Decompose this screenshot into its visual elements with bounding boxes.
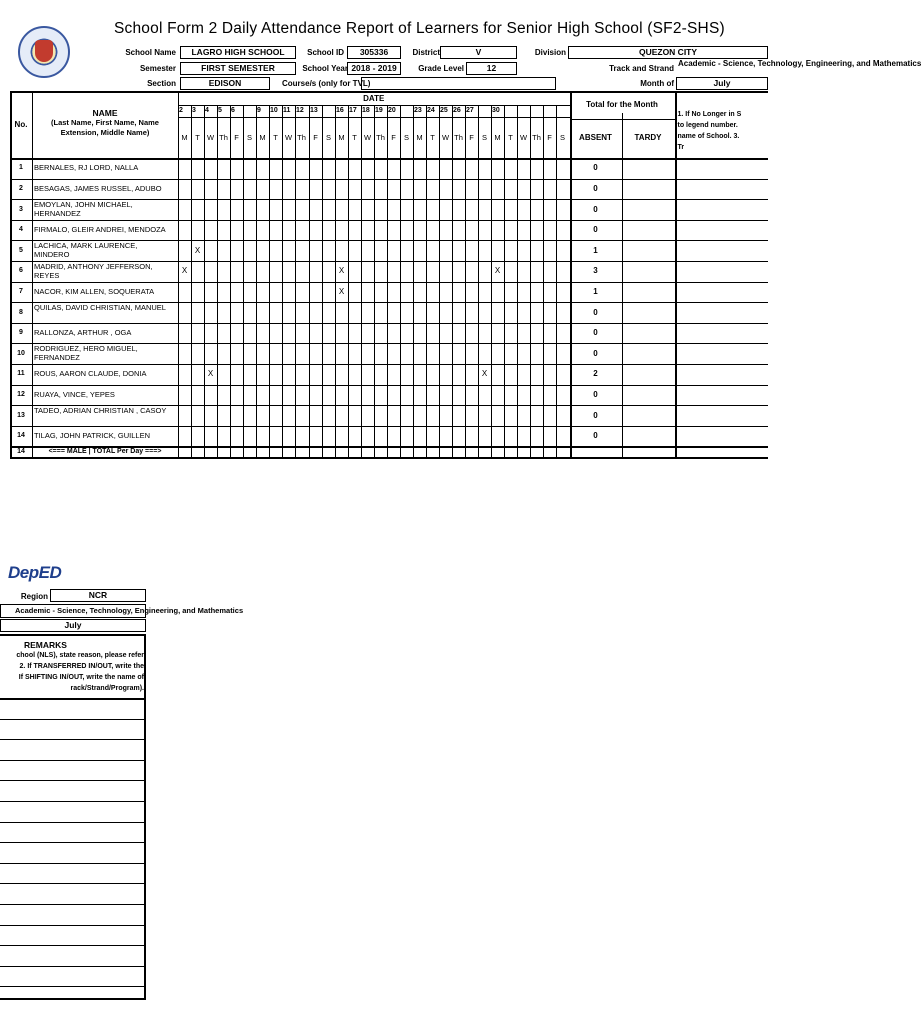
day-number: 10 xyxy=(270,107,278,114)
weekday: W xyxy=(206,133,215,142)
school-name-label: School Name xyxy=(125,48,176,57)
track-field-continued xyxy=(0,604,244,618)
school-name-field[interactable]: LAGRO HIGH SCHOOL xyxy=(180,46,296,59)
learner-name: EMOYLAN, JOHN MICHAEL, HERNANDEZ xyxy=(34,200,133,218)
row-number: 14 xyxy=(17,448,25,455)
weekday: M xyxy=(416,133,423,142)
day-number: 3 xyxy=(192,107,196,114)
month-label: Month of xyxy=(640,79,674,88)
day-number: 20 xyxy=(388,107,396,114)
weekday: Th xyxy=(532,133,541,142)
grid-line xyxy=(10,457,768,459)
weekday: Th xyxy=(454,133,463,142)
remarks-row-line xyxy=(0,925,146,926)
learner-name: LACHICA, MARK LAURENCE, MINDERO xyxy=(34,241,138,259)
grid-line xyxy=(32,91,33,457)
absent-total: 0 xyxy=(593,411,598,420)
total-header: Total for the Month xyxy=(586,100,658,109)
name-header: NAME xyxy=(92,108,118,118)
course-label: Course/s (only for TVL) xyxy=(282,79,371,88)
absence-mark: X xyxy=(481,369,488,378)
day-number: 6 xyxy=(231,107,235,114)
absent-total: 0 xyxy=(593,328,598,337)
remarks-row-line xyxy=(0,986,146,987)
weekday: T xyxy=(195,133,200,142)
row-number: 8 xyxy=(19,309,23,316)
section-field[interactable]: EDISON xyxy=(180,77,270,90)
day-number: 27 xyxy=(466,107,474,114)
row-number: 11 xyxy=(17,370,25,377)
day-number: 24 xyxy=(427,107,435,114)
grid-line xyxy=(10,426,768,427)
day-number: 19 xyxy=(375,107,383,114)
remarks-row-line xyxy=(0,760,146,761)
remarks-row-line xyxy=(0,966,146,967)
grade-level-label: Grade Level xyxy=(418,64,464,73)
district-field[interactable]: V xyxy=(440,46,517,59)
learner-name: TILAG, JOHN PATRICK, GUILLEN xyxy=(34,431,150,440)
learner-name: ROUS, AARON CLAUDE, DONIA xyxy=(34,369,147,378)
day-number: 26 xyxy=(453,107,461,114)
absent-total: 0 xyxy=(593,205,598,214)
learner-name: RUAYA, VINCE, YEPES xyxy=(34,390,115,399)
absent-total: 0 xyxy=(593,431,598,440)
absent-total: 0 xyxy=(593,184,598,193)
day-number: 18 xyxy=(362,107,370,114)
row-number: 3 xyxy=(19,206,23,213)
row-number: 2 xyxy=(19,185,23,192)
weekday: M xyxy=(181,133,188,142)
row-number: 1 xyxy=(19,164,23,171)
remarks-row-line xyxy=(0,739,146,740)
school-id-field[interactable]: 305336 xyxy=(347,46,401,59)
weekday: S xyxy=(246,133,252,142)
learner-name: BESAGAS, JAMES RUSSEL, ADUBO xyxy=(34,184,162,193)
date-header: DATE xyxy=(363,94,385,103)
no-header: No. xyxy=(14,120,28,129)
weekday: W xyxy=(519,133,528,142)
remarks-header-continued: REMARKS xyxy=(24,640,67,650)
grid-line xyxy=(10,385,768,386)
grid-line xyxy=(570,119,675,120)
absent-header: ABSENT xyxy=(579,133,612,142)
form-title: School Form 2 Daily Attendance Report of Learners for Senior High School (SF2-SHS) xyxy=(114,20,725,37)
remarks-row-line xyxy=(0,863,146,864)
absent-total: 1 xyxy=(593,287,598,296)
absent-total: 1 xyxy=(593,246,598,255)
track-label: Track and Strand xyxy=(609,64,674,73)
month-field[interactable]: July xyxy=(676,77,768,90)
total-per-day-label: <=== MALE | TOTAL Per Day ===> xyxy=(48,448,162,455)
weekday: F xyxy=(234,133,239,142)
deped-logo xyxy=(8,563,61,583)
course-field[interactable] xyxy=(361,77,556,90)
weekday: S xyxy=(403,133,409,142)
school-year-field[interactable]: 2018 - 2019 xyxy=(347,62,401,75)
weekday: S xyxy=(559,133,565,142)
learner-name: NACOR, KIM ALLEN, SOQUERATA xyxy=(34,287,155,296)
school-year-label: School Year xyxy=(302,64,348,73)
remarks-row-line xyxy=(0,822,146,823)
absence-mark: X xyxy=(207,369,214,378)
semester-field[interactable]: FIRST SEMESTER xyxy=(180,62,296,75)
absence-mark: X xyxy=(338,287,345,296)
track-field[interactable]: Academic - Science, Technology, Engineering, and Mathematics xyxy=(678,59,921,68)
row-number: 14 xyxy=(17,432,25,439)
day-number: 25 xyxy=(440,107,448,114)
row-number: 12 xyxy=(17,391,25,398)
weekday: T xyxy=(508,133,513,142)
weekday: T xyxy=(430,133,435,142)
grid-line xyxy=(10,323,768,324)
weekday: Th xyxy=(376,133,385,142)
day-number: 17 xyxy=(349,107,357,114)
remarks-row-line xyxy=(0,945,146,946)
weekday: W xyxy=(284,133,293,142)
weekday: F xyxy=(313,133,318,142)
day-number: 11 xyxy=(283,107,291,114)
weekday: F xyxy=(547,133,552,142)
row-number: 6 xyxy=(19,267,23,274)
semester-label: Semester xyxy=(139,64,176,73)
learner-name: TADEO, ADRIAN CHRISTIAN , CASOY xyxy=(34,406,167,415)
row-number: 13 xyxy=(17,412,25,419)
grid-line xyxy=(10,158,768,160)
weekday: S xyxy=(481,133,487,142)
weekday: W xyxy=(363,133,372,142)
weekday: W xyxy=(441,133,450,142)
remarks-row-line xyxy=(0,842,146,843)
region-field[interactable]: NCR xyxy=(50,589,146,602)
absent-total: 0 xyxy=(593,163,598,172)
remarks-row-line xyxy=(0,883,146,884)
absent-total: 0 xyxy=(593,390,598,399)
absence-mark: X xyxy=(194,246,201,255)
learner-name: MADRID, ANTHONY JEFFERSON, REYES xyxy=(34,262,153,280)
weekday: M xyxy=(259,133,266,142)
division-field[interactable]: QUEZON CITY xyxy=(568,46,768,59)
weekday: T xyxy=(273,133,278,142)
day-number: 23 xyxy=(414,107,422,114)
remarks-row-line xyxy=(0,904,146,905)
grid-line xyxy=(10,282,768,283)
row-number: 10 xyxy=(17,350,25,357)
remarks-note: 1. If No Longer in S to legend number. name of School. 3. Tr xyxy=(677,111,742,151)
division-label: Division xyxy=(534,48,566,57)
district-label: District xyxy=(412,48,440,57)
deped-logo-text: DepED xyxy=(8,563,62,582)
grid-line xyxy=(10,179,768,180)
weekday: Th xyxy=(219,133,228,142)
remarks-row-line xyxy=(0,801,146,802)
name-subheader: (Last Name, First Name, Name Extension, Middle Name) xyxy=(51,118,159,137)
track-field-continued-text: Academic - Science, Technology, Engineering, and Mathematics xyxy=(15,606,244,615)
remarks-row-line xyxy=(0,719,146,720)
day-number: 13 xyxy=(310,107,318,114)
day-number: 9 xyxy=(257,107,261,114)
remarks-row-line xyxy=(0,698,146,700)
row-number: 9 xyxy=(19,329,23,336)
section-label: Section xyxy=(147,79,176,88)
learner-name: QUILAS, DAVID CHRISTIAN, MANUEL xyxy=(34,303,166,312)
tardy-header: TARDY xyxy=(634,133,662,142)
remarks-row-line xyxy=(0,780,146,781)
weekday: F xyxy=(391,133,396,142)
day-number: 4 xyxy=(205,107,209,114)
learner-name: RODRIGUEZ, HERO MIGUEL, FERNANDEZ xyxy=(34,344,138,362)
remarks-note-continued: chool (NLS), state reason, please refer 2. If TRANSFERRED IN/OUT, write the If SHIFTING IN/OUT, write the name of rack/Strand/Program). xyxy=(16,652,144,692)
grid-line xyxy=(675,91,677,457)
absent-total: 2 xyxy=(593,369,598,378)
grid-line xyxy=(10,91,768,93)
absent-total: 0 xyxy=(593,349,598,358)
learner-name: FIRMALO, GLEIR ANDREI, MENDOZA xyxy=(34,225,166,234)
deped-seal-logo xyxy=(18,26,70,78)
absent-total: 3 xyxy=(593,266,598,275)
month-field-continued: July xyxy=(0,619,146,632)
grade-level-field[interactable]: 12 xyxy=(466,62,517,75)
absent-total: 0 xyxy=(593,225,598,234)
absence-mark: X xyxy=(494,266,501,275)
day-number: 16 xyxy=(336,107,344,114)
day-number: 5 xyxy=(218,107,222,114)
weekday: S xyxy=(325,133,331,142)
school-id-label: School ID xyxy=(307,48,344,57)
row-number: 7 xyxy=(19,288,23,295)
weekday: Th xyxy=(297,133,306,142)
weekday: F xyxy=(469,133,474,142)
absent-total: 0 xyxy=(593,308,598,317)
weekday: T xyxy=(352,133,357,142)
day-number: 2 xyxy=(179,107,183,114)
row-number: 4 xyxy=(19,226,23,233)
absence-mark: X xyxy=(181,266,188,275)
row-number: 5 xyxy=(19,247,23,254)
absence-mark: X xyxy=(338,266,345,275)
learner-name: RALLONZA, ARTHUR , OGA xyxy=(34,328,132,337)
grid-line xyxy=(10,364,768,365)
day-number: 30 xyxy=(492,107,500,114)
region-label: Region xyxy=(20,592,48,601)
day-number: 12 xyxy=(296,107,304,114)
grid-line xyxy=(10,220,768,221)
learner-name: BERNALES, RJ LORD, NALLA xyxy=(34,163,139,172)
weekday: M xyxy=(494,133,501,142)
weekday: M xyxy=(338,133,345,142)
